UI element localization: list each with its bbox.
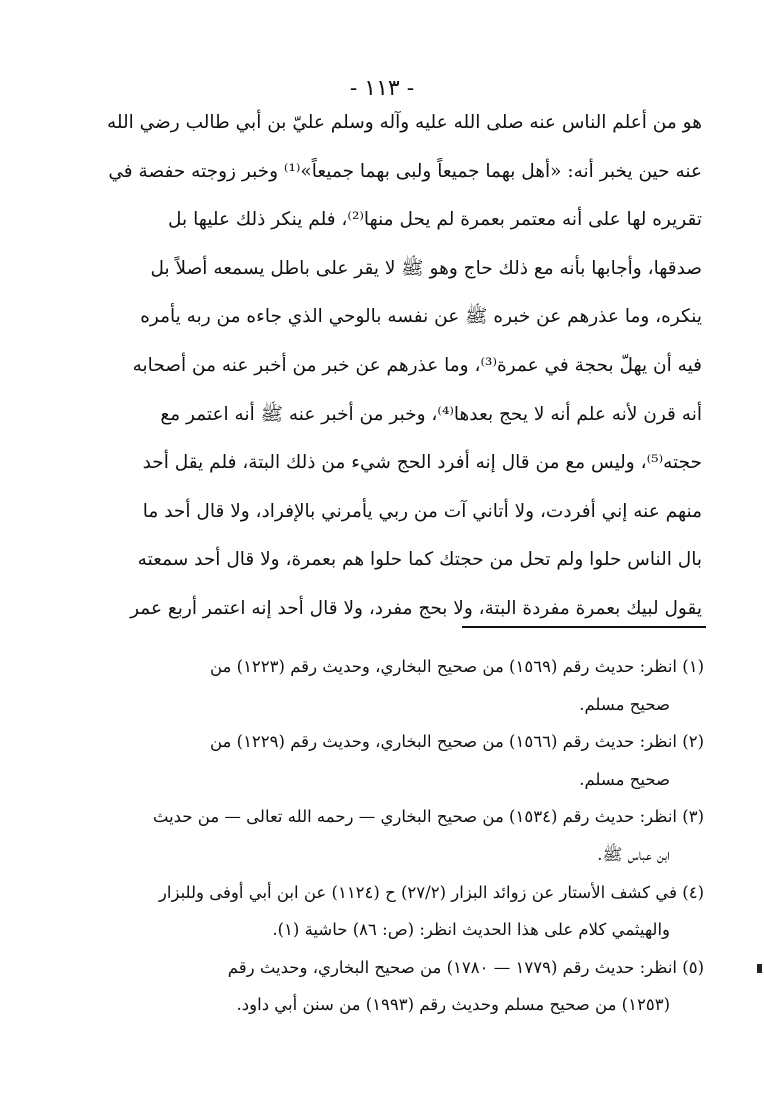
footnote-line: ابن عباس ﷺ.: [597, 844, 670, 864]
footnote-line: (٤) في كشف الأستار عن زوائد البزار (٢٧/٢) ح (١١٢٤) عن ابن أبي أوفى وللبزار: [158, 882, 704, 902]
footnote-line: صحيح مسلم.: [579, 694, 670, 714]
footnote-1: [84, 648, 704, 723]
footnote-line: والهيثمي كلام على هذا الحديث انظر: (ص: ٨٦) حاشية (١).: [272, 920, 670, 940]
body-line: منهم عنه إني أفردت، ولا أتاني آت من ربي يأمرني بالإفراد، ولا قال أحد ما: [142, 500, 702, 522]
margin-mark: [757, 964, 762, 973]
footnote-5: [84, 949, 704, 1024]
body-line: بال الناس حلوا ولم تحل من حجتك كما حلوا هم بعمرة، ولا قال أحد سمعته: [137, 549, 702, 571]
footnote-3: [84, 798, 704, 873]
footnote-line: (٥) انظر: حديث رقم (١٧٧٩ — ١٧٨٠) من صحيح البخاري، وحديث رقم: [227, 957, 704, 977]
footnote-line: (١٢٥٣) من صحيح مسلم وحديث رقم (١٩٩٣) من سنن أبي داود.: [236, 995, 670, 1015]
body-line: تقريره لها على أنه معتمر بعمرة لم يحل منها⁽²⁾، فلم ينكر ذلك عليها بل: [168, 209, 702, 231]
body-line: فيه أن يهلّ بحجة في عمرة⁽³⁾، وما عذرهم عن خبر من أخبر عنه من أصحابه: [132, 354, 702, 376]
body-line: حجته⁽⁵⁾، وليس مع من قال إنه أفرد الحج شيء من ذلك البتة، فلم يقل أحد: [142, 452, 702, 474]
footnote-4: [84, 874, 704, 949]
footnote-line: (٣) انظر: حديث رقم (١٥٣٤) من صحيح البخاري — رحمه الله تعالى — من حديث: [152, 807, 704, 827]
body-text: [86, 99, 702, 634]
body-line: ينكره، وما عذرهم عن خبره ﷺ عن نفسه بالوحي الذي جاءه من ربه يأمره: [140, 306, 702, 328]
footnote-2: [84, 723, 704, 798]
body-line: صدقها، وأجابها بأنه مع ذلك حاج وهو ﷺ لا يقر على باطل يسمعه أصلاً بل: [150, 257, 702, 279]
footnote-line: (٢) انظر: حديث رقم (١٥٦٦) من صحيح البخاري، وحديث رقم (١٢٢٩) من: [209, 732, 704, 752]
body-line: هو من أعلم الناس عنه صلى الله عليه وآله وسلم عليّ بن أبي طالب رضي الله: [106, 112, 702, 133]
body-line: عنه حين يخبر أنه: «أهل بهما جميعاً ولبى بهما جميعاً»⁽¹⁾ وخبر زوجته حفصة في: [108, 160, 702, 182]
page-number: - ١١٣ -: [349, 76, 415, 101]
footnote-line: (١) انظر: حديث رقم (١٥٦٩) من صحيح البخاري، وحديث رقم (١٢٢٣) من: [209, 657, 704, 676]
body-line: يقول لبيك بعمرة مفردة البتة، ولا بحج مفرد، ولا قال أحد إنه اعتمر أربع عمر: [130, 597, 702, 619]
body-line: أنه قرن لأنه علم أنه لا يحج بعدها⁽⁴⁾، وخبر من أخبر عنه ﷺ أنه اعتمر مع: [160, 403, 702, 425]
footnotes: [84, 648, 704, 1024]
footnote-separator: [462, 626, 706, 628]
footnote-line: صحيح مسلم.: [579, 769, 670, 789]
